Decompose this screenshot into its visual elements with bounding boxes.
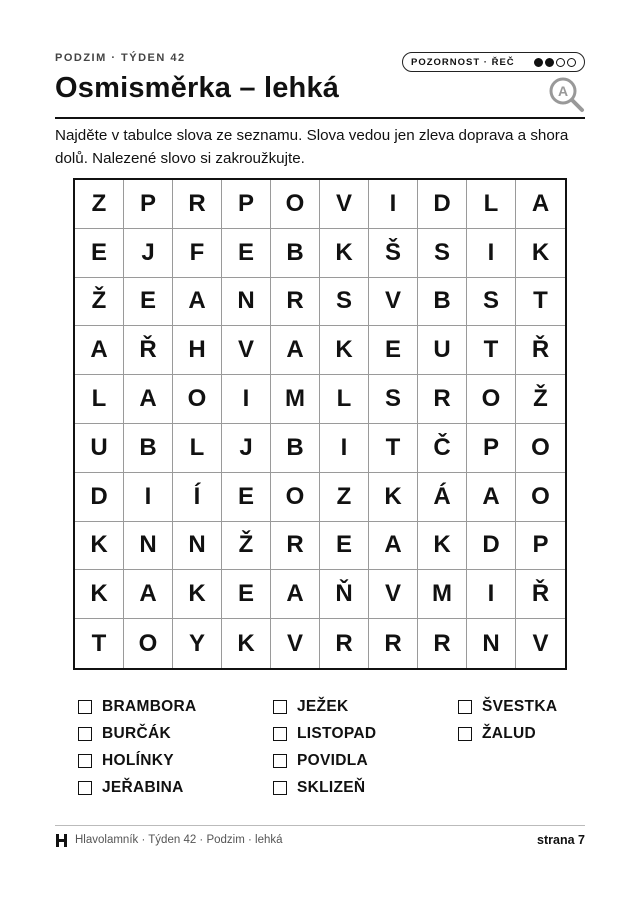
grid-cell[interactable]: V <box>532 629 549 657</box>
grid-cell[interactable]: V <box>369 278 418 327</box>
grid-cell[interactable]: K <box>222 619 271 668</box>
grid-cell[interactable]: Š <box>369 229 418 278</box>
publisher-logo-icon <box>55 834 68 847</box>
grid-cell[interactable]: S <box>467 278 516 327</box>
grid-cell[interactable]: B <box>271 424 320 473</box>
grid-cell[interactable]: P <box>516 522 565 571</box>
grid-cell[interactable]: O <box>124 619 173 668</box>
word-list-item <box>273 693 376 720</box>
grid-cell[interactable]: A <box>369 522 418 571</box>
grid-cell[interactable]: K <box>173 570 222 619</box>
grid-cell[interactable]: R <box>271 278 320 327</box>
grid-cell[interactable]: T <box>516 278 565 327</box>
grid-cell[interactable]: Í <box>173 473 222 522</box>
grid-cell[interactable]: A <box>124 375 173 424</box>
word-list-item <box>273 720 376 747</box>
word-list-column <box>273 693 376 801</box>
difficulty-dot-filled <box>534 58 543 67</box>
grid-cell[interactable]: E <box>320 522 369 571</box>
grid-cell[interactable]: K <box>418 522 467 571</box>
grid-cell[interactable]: L <box>173 424 222 473</box>
instructions: Najděte v tabulce slova ze seznamu. Slova vedou jen zleva doprava a shora dolů. Nalezené slovo si zakroužkujte. <box>55 127 569 167</box>
word-list-item <box>78 774 197 801</box>
grid-cell[interactable]: N <box>124 522 173 571</box>
grid-cell[interactable]: S <box>369 375 418 424</box>
grid-cell[interactable]: V <box>222 326 271 375</box>
word-list-column <box>458 693 557 747</box>
word-checkbox[interactable] <box>458 700 472 714</box>
grid-cell[interactable]: Ř <box>516 326 565 375</box>
word-label: ŽALUD <box>482 724 537 742</box>
grid-cell[interactable]: Ž <box>75 278 124 327</box>
grid-cell[interactable]: Á <box>418 473 467 522</box>
magnifier-letter: A <box>557 83 569 99</box>
word-label: HOLÍNKY <box>102 751 174 769</box>
grid-cell[interactable]: R <box>369 619 418 668</box>
grid-cell[interactable]: T <box>75 619 124 668</box>
grid-cell[interactable]: K <box>320 326 369 375</box>
word-label: LISTOPAD <box>297 724 377 742</box>
grid-cell[interactable]: T <box>369 424 418 473</box>
grid-cell[interactable]: K <box>75 522 124 571</box>
grid-cell[interactable]: A <box>173 278 222 327</box>
word-list-item <box>273 747 376 774</box>
grid-cell[interactable]: I <box>320 424 369 473</box>
grid-cell[interactable]: O <box>516 473 565 522</box>
grid-cell[interactable]: A <box>271 326 320 375</box>
grid-cell[interactable]: L <box>75 375 124 424</box>
grid-cell[interactable]: Ř <box>124 326 173 375</box>
grid-cell[interactable]: A <box>271 570 320 619</box>
grid-cell[interactable]: D <box>418 180 467 229</box>
grid-cell[interactable]: S <box>418 229 467 278</box>
grid-cell[interactable]: E <box>369 326 418 375</box>
word-label: BRAMBORA <box>102 697 197 715</box>
grid-cell[interactable]: E <box>75 229 124 278</box>
grid-cell[interactable]: A <box>467 473 516 522</box>
grid-cell[interactable]: R <box>418 375 467 424</box>
word-checkbox[interactable] <box>78 700 92 714</box>
grid-cell[interactable]: Ž <box>516 375 565 424</box>
word-list-item <box>78 720 197 747</box>
grid-cell[interactable]: L <box>320 375 369 424</box>
grid-cell[interactable]: P <box>467 424 516 473</box>
difficulty-dot-empty <box>556 58 565 67</box>
grid-cell[interactable]: I <box>369 180 418 229</box>
grid-cell[interactable]: Y <box>173 619 222 668</box>
header-kicker: PODZIM · TÝDEN 42 <box>55 52 186 64</box>
grid-cell[interactable]: P <box>222 180 271 229</box>
grid-cell[interactable]: Ň <box>320 570 369 619</box>
difficulty-dot-filled <box>545 58 554 67</box>
grid-cell[interactable]: E <box>222 570 271 619</box>
grid-cell[interactable]: A <box>75 326 124 375</box>
title-rule <box>55 117 585 119</box>
word-search-grid <box>73 178 567 670</box>
grid-cell[interactable]: E <box>222 229 271 278</box>
word-list-item <box>78 693 197 720</box>
grid-cell[interactable]: O <box>516 424 565 473</box>
footer-rule <box>55 825 585 826</box>
grid-cell[interactable]: M <box>271 375 320 424</box>
word-list-column <box>78 693 197 801</box>
grid-cell[interactable]: O <box>271 473 320 522</box>
grid-cell[interactable]: D <box>75 473 124 522</box>
grid-cell[interactable]: V <box>320 180 369 229</box>
word-label: JEŘABINA <box>102 778 184 796</box>
grid-cell[interactable]: K <box>320 229 369 278</box>
grid-cell[interactable]: O <box>173 375 222 424</box>
grid-cell[interactable]: J <box>124 229 173 278</box>
word-checkbox[interactable] <box>458 727 472 741</box>
grid-cell[interactable]: I <box>222 375 271 424</box>
grid-cell[interactable]: V <box>369 570 418 619</box>
grid-cell[interactable]: E <box>124 278 173 327</box>
word-list <box>78 693 598 803</box>
grid-cell[interactable]: R <box>418 619 467 668</box>
grid-cell[interactable]: A <box>124 570 173 619</box>
word-list-item <box>458 693 557 720</box>
grid-cell[interactable]: R <box>173 180 222 229</box>
grid-cell[interactable]: R <box>271 522 320 571</box>
grid-cell[interactable]: O <box>271 180 320 229</box>
word-label: ŠVESTKA <box>482 697 558 715</box>
grid-cell[interactable]: D <box>467 522 516 571</box>
grid-cell[interactable]: Z <box>320 473 369 522</box>
grid-cell[interactable]: B <box>418 278 467 327</box>
skill-badge-label: POZORNOST · ŘEČ <box>411 56 515 68</box>
grid-cell[interactable]: B <box>271 229 320 278</box>
grid-cell[interactable]: I <box>467 229 516 278</box>
grid-cell[interactable]: M <box>418 570 467 619</box>
grid-cell[interactable]: P <box>124 180 173 229</box>
word-checkbox[interactable] <box>273 781 287 795</box>
word-label: JEŽEK <box>297 697 349 715</box>
grid-cell[interactable]: Ž <box>222 522 271 571</box>
word-label: SKLIZEŇ <box>297 778 366 796</box>
grid-cell[interactable]: S <box>320 278 369 327</box>
page-title: Osmisměrka – lehká <box>55 72 340 104</box>
grid-cell[interactable]: Č <box>418 424 467 473</box>
grid-cell[interactable]: K <box>369 473 418 522</box>
skill-badge <box>402 52 585 72</box>
grid-cell[interactable]: E <box>222 473 271 522</box>
grid-cell[interactable]: J <box>222 424 271 473</box>
word-list-item <box>78 747 197 774</box>
word-label: POVIDLA <box>297 751 368 769</box>
word-checkbox[interactable] <box>273 700 287 714</box>
difficulty-dots <box>534 58 576 67</box>
page-number: strana 7 <box>537 833 585 847</box>
difficulty-dot-empty <box>567 58 576 67</box>
word-checkbox[interactable] <box>78 727 92 741</box>
word-checkbox[interactable] <box>273 754 287 768</box>
grid-cell[interactable]: I <box>124 473 173 522</box>
word-list-item <box>458 720 557 747</box>
grid-cell[interactable]: K <box>516 229 565 278</box>
grid-cell[interactable]: F <box>173 229 222 278</box>
grid-cell[interactable]: H <box>173 326 222 375</box>
word-checkbox[interactable] <box>273 727 287 741</box>
grid-cell[interactable]: T <box>467 326 516 375</box>
grid-cell[interactable]: B <box>124 424 173 473</box>
word-list-item <box>273 774 376 801</box>
grid-cell[interactable]: K <box>75 570 124 619</box>
grid-cell[interactable]: A <box>516 180 565 229</box>
magnifier-icon <box>546 75 588 115</box>
grid-cell[interactable]: L <box>467 180 516 229</box>
word-checkbox[interactable] <box>78 754 92 768</box>
word-label: BURČÁK <box>102 724 171 742</box>
grid-cell[interactable]: O <box>467 375 516 424</box>
footer-text: Hlavolamník · Týden 42 · Podzim · lehká <box>75 834 283 846</box>
grid-cell[interactable]: Z <box>75 180 124 229</box>
grid-cell[interactable]: N <box>222 278 271 327</box>
grid-cell[interactable]: I <box>467 570 516 619</box>
grid-cell[interactable]: N <box>173 522 222 571</box>
grid-cell[interactable]: Ř <box>516 570 565 619</box>
grid-cell[interactable]: R <box>320 619 369 668</box>
grid-cell[interactable]: V <box>271 619 320 668</box>
grid-cell[interactable]: N <box>467 619 516 668</box>
grid-cell[interactable]: U <box>418 326 467 375</box>
word-checkbox[interactable] <box>78 781 92 795</box>
grid-cell[interactable]: U <box>75 424 124 473</box>
